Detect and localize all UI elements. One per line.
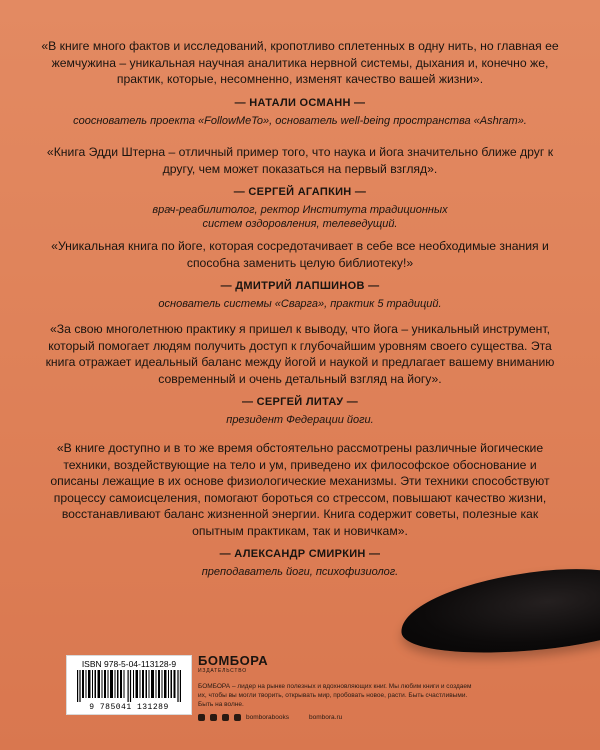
review-1	[40, 38, 560, 128]
review-quote: «Книга Эдди Штерна – отличный пример того, что наука и йога значительно ближе друг к другу, чем может показаться на первый взгляд».	[46, 145, 554, 176]
publisher-social-handle: bomborabooks	[246, 714, 289, 721]
review-quote: «Уникальная книга по йоге, которая сосредотачивает в себе все необходимые знания и способна заменить целую библиотеку!»	[51, 239, 549, 270]
publisher-logo-subtitle: ИЗДАТЕЛЬСТВО	[198, 668, 247, 674]
publisher-logo: БОМБОРА	[198, 653, 269, 668]
review-author: — АЛЕКСАНДР СМИРКИН —	[219, 548, 381, 560]
publisher-website: bombora.ru	[309, 714, 343, 721]
barcode	[66, 655, 192, 715]
review-author-role: президент Федерации йоги.	[226, 414, 374, 426]
publisher-contacts	[198, 714, 478, 721]
review-quote: «В книге доступно и в то же время обстоятельно рассмотрены различные йогические техники, воздействующие на тело и ум, приведено их философское обоснование и описаны лежащие в их основе физиологические механизмы. Эти техники способствуют процессу самоисцеления, помогают бороться со стрессом, повышают качество жизни, восстанавливают баланс жизненной энергии. Книга содержит советы, полезные как опытным практикам, так и новичкам».	[50, 441, 550, 538]
review-author: — СЕРГЕЙ ЛИТАУ —	[241, 396, 359, 408]
review-author-role: преподаватель йоги, психофизиолог.	[201, 566, 399, 578]
instagram-icon	[234, 714, 241, 721]
facebook-icon	[198, 714, 205, 721]
review-3	[40, 238, 560, 311]
review-author: — НАТАЛИ ОСМАНН —	[234, 96, 366, 109]
review-author-role: врач-реабилитолог, ректор Института традиционных систем оздоровления, телеведущий.	[152, 204, 448, 230]
review-5	[40, 440, 560, 579]
isbn-label: ISBN 978-5-04-113128-9	[81, 659, 177, 669]
review-quote: «За свою многолетнюю практику я пришел к выводу, что йога – уникальный инструмент, который помогает людям получить доступ к глубочайшим уровням своего существа. Эта книга отражает идеальный баланс между йогой и наукой и предлагает вашему вниманию современный и очень детальный взгляд на йогу».	[45, 322, 555, 386]
publisher-description: БОМБОРА – лидер на рынке полезных и вдохновляющих книг. Мы любим книги и создаем их, чтобы вы могли творить, открывать мир, пробовать новое, расти. Быть счастливыми. Быть на волне.	[198, 683, 472, 708]
vk-icon	[210, 714, 217, 721]
review-author: — СЕРГЕЙ АГАПКИН —	[233, 186, 367, 198]
review-author-role: сооснователь проекта «FollowMeTo», основатель well-being пространства «Ashram».	[73, 114, 527, 127]
review-2	[40, 144, 560, 231]
publisher-info	[198, 654, 478, 721]
youtube-icon	[222, 714, 229, 721]
review-author: — ДМИТРИЙ ЛАПШИНОВ —	[220, 280, 380, 292]
review-4	[40, 321, 560, 427]
review-quote: «В книге много фактов и исследований, кропотливо сплетенных в одну нить, но главная ее жемчужина – уникальная научная аналитика нервной системы, дыхания и, конечно же, практик, которые, несомненно, изменят качество вашей жизни».	[41, 39, 559, 86]
review-author-role: основатель системы «Сварга», практик 5 традиций.	[158, 298, 442, 310]
barcode-digits: 9 785041 131289	[89, 703, 169, 712]
barcode-bars	[77, 670, 181, 702]
